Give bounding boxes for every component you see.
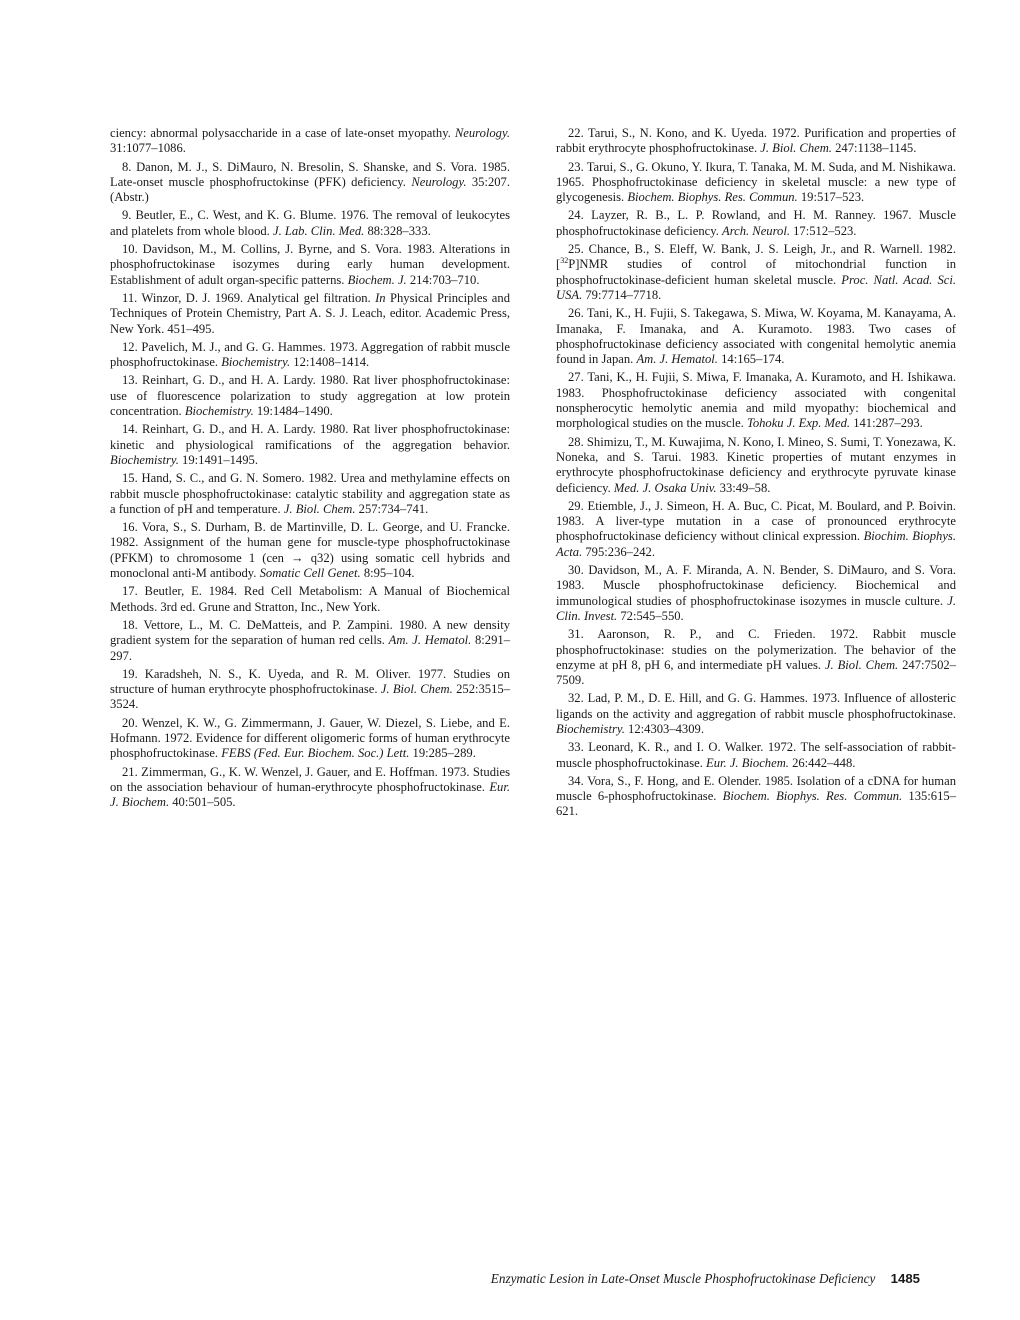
journal-title: J. Lab. Clin. Med. (272, 223, 365, 238)
reference-text: 17:512–523. (789, 223, 857, 238)
reference-text: 141:287–293. (850, 416, 923, 431)
reference-text: 795:236–242. (582, 544, 655, 559)
reference-text: P]NMR studies of control of mitochondrial function in phosphofructokinase-deficient human skeletal muscle. (556, 257, 956, 287)
reference-ref-31 (556, 627, 956, 688)
reference-text: 29. Etiemble, J., J. Simeon, H. A. Buc, C. Picat, M. Boulard, and P. Boivin. 1983. A liver-type mutation in a case of pronounced erythrocyte phosphofructokinase deficiency without clinical expression. (556, 498, 956, 544)
reference-text: 26. Tani, K., H. Fujii, S. Takegawa, S. Miwa, W. Koyama, M. Kanayama, A. Imanaka, F. Imanaka, and A. Kuramoto. 1983. Two cases of phosphofructokinase deficiency associated with congenital hemolytic anemia found in Japan. (556, 306, 956, 367)
reference-ref-32 (556, 691, 956, 737)
reference-text: 30. Davidson, M., A. F. Miranda, A. N. Bender, S. DiMauro, and S. Vora. 1983. Muscle phosphofructokinase deficiency. Biochemical and immunological studies of phosphofructokinase isozymes in muscle culture. (556, 563, 956, 608)
reference-ref-25 (556, 242, 956, 303)
reference-text: 252:3515–3524. (110, 682, 510, 712)
reference-ref-8 (110, 160, 510, 206)
reference-ref-26 (556, 306, 956, 367)
journal-title: Biochem. Biophys. Res. Commun. (722, 789, 903, 804)
journal-title: Biochemistry. (110, 452, 179, 467)
reference-ref-23 (556, 160, 956, 206)
reference-text: 247:7502–7509. (556, 657, 956, 688)
journal-title: J. Clin. Invest. (556, 593, 956, 623)
reference-text: 247:1138–1145. (831, 141, 917, 156)
reference-text: 14:165–174. (717, 352, 785, 367)
reference-text: 19:517–523. (797, 190, 865, 205)
reference-text: 10. Davidson, M., M. Collins, J. Byrne, and S. Vora. 1983. Alterations in phosphofructokinase isozymes during early human development. Establishment of adult organ-specific patterns. (110, 242, 510, 287)
journal-title: J. Biol. Chem. (380, 682, 453, 697)
reference-text: 72:545–550. (617, 608, 684, 623)
reference-text: 14. Reinhart, G. D., and H. A. Lardy. 1980. Rat liver phosphofructokinase: kinetic and physiological ramifications of the aggregation behavior. (110, 422, 510, 452)
reference-text: 32. Lad, P. M., D. E. Hill, and G. G. Hammes. 1973. Influence of allosteric ligands on the activity and aggregation of rabbit muscle phosphofructokinase. (556, 691, 956, 721)
reference-ref-15 (110, 471, 510, 517)
journal-title: Am. J. Hematol. (388, 633, 472, 648)
reference-text: 21. Zimmerman, G., K. W. Wenzel, J. Gauer, and E. Hoffman. 1973. Studies on the association behaviour of human-erythrocyte phosphofructokinase. (110, 764, 510, 794)
reference-text: 19:1491–1495. (178, 452, 258, 467)
reference-ref-33 (556, 740, 956, 771)
reference-ref-20 (110, 716, 510, 762)
reference-ref-14 (110, 422, 510, 468)
reference-ref-30 (556, 563, 956, 624)
running-title: Enzymatic Lesion in Late-Onset Muscle Phosphofructokinase Deficiency (490, 1271, 876, 1286)
reference-ref-9 (110, 208, 510, 239)
reference-text: 16. Vora, S., S. Durham, B. de Martinville, D. L. George, and U. Francke. 1982. Assignment of the human gene for muscle-type phosphofructokinase (PFKM) to chromosome 1 (cen → q32) using somatic cell hybrids and monoclonal anti-M antibody. (110, 520, 510, 581)
journal-title: Biochemistry. (221, 355, 291, 370)
journal-title: FEBS (Fed. Eur. Biochem. Soc.) Lett. (221, 746, 410, 761)
journal-title: Biochem. Biophys. Res. Commun. (627, 190, 798, 205)
reference-ref-7-cont (110, 126, 510, 157)
reference-text: 26:442–448. (788, 755, 856, 770)
reference-ref-34 (556, 774, 956, 820)
journal-title: J. Biol. Chem. (283, 501, 356, 516)
journal-title: Neurology. (411, 174, 467, 189)
reference-ref-18 (110, 618, 510, 664)
page-footer (420, 1271, 920, 1287)
journal-title: J. Biol. Chem. (824, 657, 899, 672)
journal-title: Arch. Neurol. (722, 223, 790, 238)
reference-ref-17 (110, 584, 510, 615)
reference-text: 34. Vora, S., F. Hong, and E. Olender. 1985. Isolation of a cDNA for human muscle 6-phosphofructokinase. (556, 773, 956, 804)
reference-text: 79:7714–7718. (582, 287, 662, 302)
reference-text: 31. Aaronson, R. P., and C. Frieden. 1972. Rabbit muscle phosphofructokinase: studies on the polymerization. The behavior of the enzyme at pH 8, pH 6, and intermediate pH values. (556, 627, 956, 672)
reference-text: 24. Layzer, R. B., L. P. Rowland, and H. M. Ranney. 1967. Muscle phosphofructokinase deficiency. (556, 208, 956, 238)
journal-title: Am. J. Hematol. (636, 352, 718, 367)
journal-title: Eur. J. Biochem. (110, 779, 510, 810)
reference-text: 23. Tarui, S., G. Okuno, Y. Ikura, T. Tanaka, M. M. Suda, and M. Nishikawa. 1965. Phosphofructokinase deficiency in skeletal muscle: a new type of glycogenesis. (556, 159, 956, 205)
journal-title: Biochemistry. (556, 721, 625, 736)
journal-title: Biochim. Biophys. Acta. (556, 529, 956, 559)
reference-text: 32 (560, 256, 569, 266)
journal-title: Somatic Cell Genet. (259, 566, 361, 581)
reference-text: 13. Reinhart, G. D., and H. A. Lardy. 1980. Rat liver phosphofructokinase: use of fluorescence polarization to study aggregation at low protein concentration. (110, 373, 510, 419)
reference-text: Physical Principles and Techniques of Protein Chemistry, Part A. S. J. Leach, editor. Academic Press, New York. 451–495. (110, 290, 510, 336)
journal-title: Biochem. J. (347, 272, 407, 287)
journal-title: Tohoku J. Exp. Med. (746, 416, 851, 431)
reference-text: 8:291–297. (110, 633, 510, 663)
reference-text: 18. Vettore, L., M. C. DeMatteis, and P. Zampini. 1980. A new density gradient system for the separation of human red cells. (110, 617, 510, 648)
reference-text: 12:1408–1414. (290, 355, 370, 370)
reference-text: 135:615–621. (556, 789, 956, 819)
reference-ref-28 (556, 435, 956, 496)
journal-title: Neurology. (454, 126, 510, 140)
reference-text: 35:207. (Abstr.) (110, 174, 510, 205)
reference-ref-21 (110, 765, 510, 811)
reference-ref-19 (110, 667, 510, 713)
reference-text: 27. Tani, K., H. Fujii, S. Miwa, F. Imanaka, A. Kuramoto, and H. Ishikawa. 1983. Phosphofructokinase deficiency associated with congenital nonspherocytic hemolytic anemia and mild myopathy: biochemical and morphological studies on the muscle. (556, 370, 956, 431)
reference-text: 257:734–741. (355, 501, 429, 516)
journal-title: J. Biol. Chem. (760, 141, 832, 156)
reference-text: 40:501–505. (169, 795, 236, 810)
reference-text: 25. Chance, B., S. Eleff, W. Bank, J. S. Leigh, Jr., and R. Warnell. 1982. [ (556, 242, 956, 272)
reference-ref-29 (556, 499, 956, 560)
reference-text: 12:4303–4309. (624, 721, 704, 736)
reference-text: 8. Danon, M. J., S. DiMauro, N. Bresolin, S. Shanske, and S. Vora. 1985. Late-onset muscle phosphofructokinse (PFK) deficiency. (110, 159, 510, 189)
reference-text: 28. Shimizu, T., M. Kuwajima, N. Kono, I. Mineo, S. Sumi, T. Yonezawa, K. Noneka, and S. Tarui. 1983. Kinetic properties of mutant enzymes in erythrocyte phosphofructokinase deficiency and erythrocyte pyruvate kinase deficiency. (556, 434, 956, 495)
reference-text: 20. Wenzel, K. W., G. Zimmermann, J. Gauer, W. Diezel, S. Liebe, and E. Hofmann. 1972. Evidence for different oligomeric forms of human erythrocyte phosphofructokinase. (110, 715, 510, 761)
reference-text: 8:95–104. (360, 566, 415, 581)
reference-text: ciency: abnormal polysaccharide in a case of late-onset myopathy. (110, 126, 455, 140)
reference-text: 88:328–333. (364, 223, 431, 238)
reference-ref-11 (110, 291, 510, 337)
reference-ref-10 (110, 242, 510, 288)
reference-text: 17. Beutler, E. 1984. Red Cell Metabolism: A Manual of Biochemical Methods. 3rd ed. Grune and Stratton, Inc., New York. (110, 584, 510, 614)
reference-ref-12 (110, 340, 510, 371)
page-number: 1485 (890, 1271, 920, 1286)
reference-text: 33. Leonard, K. R., and I. O. Walker. 1972. The self-association of rabbit-muscle phosphofructokinase. (556, 740, 956, 770)
journal-title: Proc. Natl. Acad. Sci. USA. (556, 272, 956, 302)
references-column-left (110, 126, 510, 813)
reference-text: 15. Hand, S. C., and G. N. Somero. 1982. Urea and methylamine effects on rabbit muscle phosphofructokinase: catalytic stability and aggregation state as a function of pH and temperature. (110, 471, 510, 516)
reference-text: 31:1077–1086. (110, 141, 186, 156)
reference-ref-13 (110, 373, 510, 419)
reference-text: 19:1484–1490. (253, 404, 333, 419)
reference-ref-16 (110, 520, 510, 581)
reference-text: 19:285–289. (409, 746, 476, 761)
journal-title: In (375, 290, 386, 305)
reference-text: 12. Pavelich, M. J., and G. G. Hammes. 1973. Aggregation of rabbit muscle phosphofructokinase. (110, 339, 510, 370)
reference-text: 9. Beutler, E., C. West, and K. G. Blume. 1976. The removal of leukocytes and platelets from whole blood. (110, 208, 510, 238)
reference-ref-27 (556, 370, 956, 431)
reference-text: 11. Winzor, D. J. 1969. Analytical gel filtration. (122, 290, 376, 305)
reference-text: 214:703–710. (406, 272, 480, 287)
journal-title: Med. J. Osaka Univ. (613, 480, 717, 495)
journal-title: Eur. J. Biochem. (706, 755, 789, 770)
reference-ref-22 (556, 126, 956, 157)
references-column-right (556, 126, 956, 823)
reference-text: 19. Karadsheh, N. S., K. Uyeda, and R. M. Oliver. 1977. Studies on structure of human erythrocyte phosphofructokinase. (110, 666, 510, 697)
reference-text: 33:49–58. (716, 480, 771, 495)
reference-ref-24 (556, 208, 956, 239)
reference-text: 22. Tarui, S., N. Kono, and K. Uyeda. 1972. Purification and properties of rabbit erythrocyte phosphofructokinase. (556, 126, 956, 156)
journal-title: Biochemistry. (184, 404, 254, 419)
